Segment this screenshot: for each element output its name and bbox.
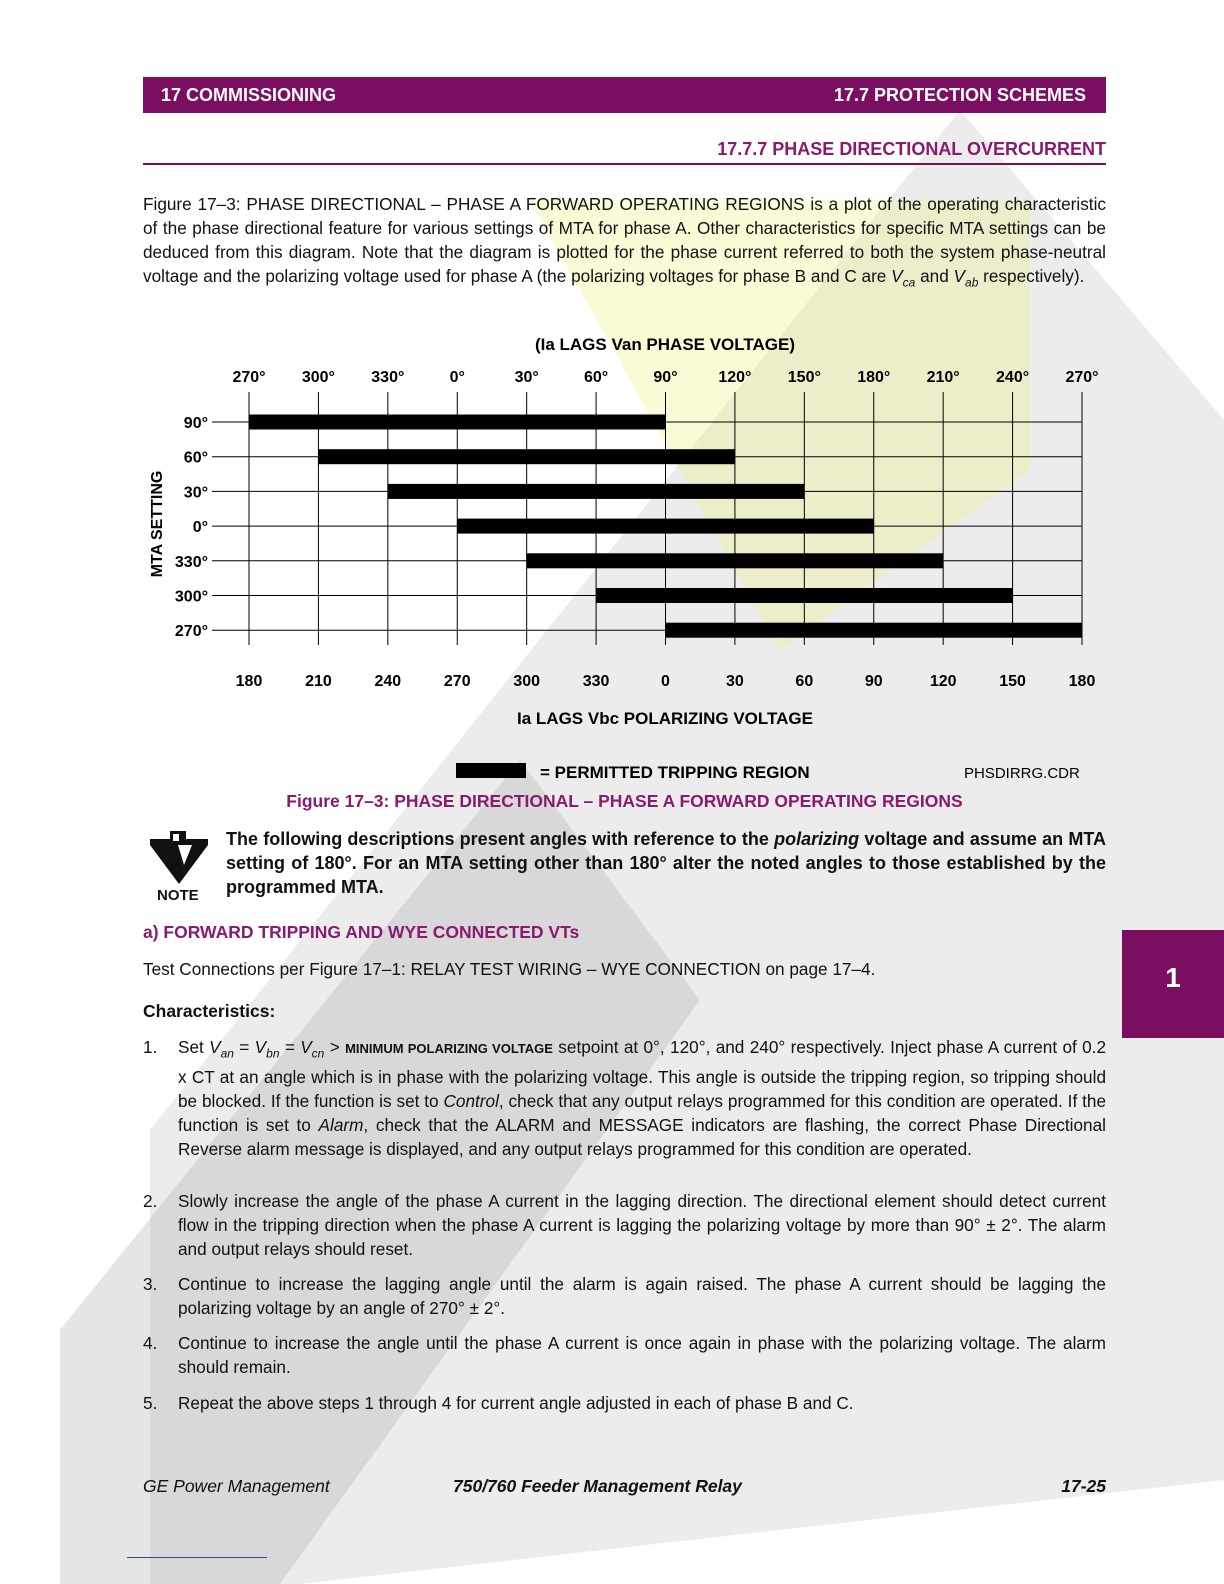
section-divider: [143, 163, 1106, 165]
step-4: [143, 1331, 1106, 1379]
tripping-region-bar-mta-90: [249, 415, 666, 430]
footer-product: 750/760 Feeder Management Relay: [453, 1476, 742, 1496]
x-axis-label: Ia LAGS Vbc POLARIZING VOLTAGE: [517, 709, 813, 728]
bottom-tick-label: 180: [235, 673, 263, 690]
bottom-tick-label: 210: [305, 673, 332, 690]
tripping-region-bar-mta-330: [527, 553, 944, 568]
bottom-tick-label: 30: [726, 673, 744, 690]
intro-and: and: [915, 266, 954, 286]
step-number: 1.: [143, 1037, 158, 1057]
bottom-tick-label: 180: [1068, 673, 1096, 690]
top-tick-label: 120°: [718, 369, 752, 386]
top-tick-label: 30°: [514, 369, 539, 386]
bottom-tick-label: 90: [864, 673, 883, 690]
tripping-region-bar-mta-60: [318, 449, 735, 464]
side-tab-label: 1: [1165, 962, 1181, 993]
chapter-side-tab[interactable]: [1122, 930, 1224, 1038]
mta-row-label: 270°: [174, 623, 208, 641]
top-tick-label: 270°: [1065, 369, 1099, 386]
step-1: [143, 1035, 1106, 1161]
top-tick-label: 270°: [232, 369, 266, 386]
tripping-region-bar-mta-0: [457, 519, 874, 534]
tripping-region-bar-mta-30: [388, 484, 805, 499]
intro-end: respectively).: [978, 266, 1085, 286]
mta-row-label: 0°: [192, 519, 208, 537]
mta-row-label: 330°: [174, 553, 208, 571]
mta-row-label: 90°: [183, 415, 208, 432]
mta-row-label: 60°: [183, 449, 208, 467]
y-axis-label: MTA SETTING: [149, 470, 166, 578]
step-number: 3.: [143, 1274, 158, 1294]
bottom-tick-label: 0: [661, 673, 670, 690]
top-tick-label: 60°: [583, 369, 609, 386]
setpoint-name: MINIMUM POLARIZING VOLTAGE: [345, 1041, 553, 1056]
mta-row-label: 300°: [174, 588, 208, 606]
bottom-tick-label: 150: [999, 673, 1026, 690]
intro-text: Figure 17–3: PHASE DIRECTIONAL – PHASE A FORWARD OPERATING REGIONS is a plot of the operating characteristic of the phase directional feature for various settings of MTA for phase A. Other characteristics for specific MTA settings can be deduced from this diagram. Note that the diagram is plotted for the phase current referred to both the system phase-neutral voltage and the polarizing voltage used for phase A (the polarizing voltages for phase B and C are: [143, 194, 1106, 286]
bottom-tick-label: 60: [795, 673, 814, 690]
footer-page-number: 17-25: [1061, 1476, 1106, 1496]
top-tick-label: 150°: [787, 369, 821, 386]
bottom-rule: [127, 1557, 267, 1558]
section-group-title: 17.7 PROTECTION SCHEMES: [833, 85, 1086, 105]
note-text: The following descriptions present angles with reference to the polarizing voltage and assume an MTA setting of 180°. For an MTA setting other than 180° alter the noted angles to those established by the programmed MTA.: [226, 829, 1106, 897]
characteristics-label: Characteristics:: [143, 1001, 276, 1021]
subheading: a) FORWARD TRIPPING AND WYE CONNECTED VTs: [143, 922, 580, 942]
legend-label: = PERMITTED TRIPPING REGION: [540, 763, 810, 782]
test-connections: Test Connections per Figure 17–1: RELAY TEST WIRING – WYE CONNECTION on page 17–4.: [143, 959, 876, 979]
intro-paragraph: [143, 192, 1106, 294]
chapter-title: 17 COMMISSIONING: [161, 85, 337, 105]
top-tick-label: 90°: [653, 369, 678, 386]
figure-caption: Figure 17–3: PHASE DIRECTIONAL – PHASE A FORWARD OPERATING REGIONS: [286, 791, 963, 811]
v-ca-symbol: $V_{ca}$: [891, 266, 916, 290]
step-number: 2.: [143, 1191, 158, 1211]
bottom-tick-label: 330: [582, 673, 610, 690]
bottom-tick-label: 240: [374, 673, 402, 690]
bottom-tick-label: 120: [929, 673, 957, 690]
top-tick-label: 240°: [996, 369, 1030, 386]
bottom-tick-label: 300: [513, 673, 541, 690]
step-text: Continue to increase the lagging angle until the alarm is again raised. The phase A current should be lagging the polarizing voltage by an angle of 270° ± 2°.: [178, 1274, 1106, 1318]
step-3: [143, 1272, 1106, 1320]
step-number: 5.: [143, 1393, 158, 1413]
footer-company: GE Power Management: [143, 1476, 330, 1496]
step-5: [143, 1391, 1106, 1415]
bottom-tick-label: 270: [443, 673, 471, 690]
top-tick-label: 330°: [371, 369, 405, 386]
chart-title: (Ia LAGS Van PHASE VOLTAGE): [534, 335, 796, 354]
top-tick-label: 210°: [926, 369, 960, 386]
step-text: Repeat the above steps 1 through 4 for current angle adjusted in each of phase B and C.: [178, 1393, 854, 1413]
step-2: [143, 1189, 1106, 1261]
v-ab-symbol: $V_{ab}$: [953, 266, 979, 290]
section-title: 17.7.7 PHASE DIRECTIONAL OVERCURRENT: [717, 139, 1106, 159]
step-text: Set $V_{an} = V_{bn} = V_{cn}$ > MINIMUM POLARIZING VOLTAGE setpoint at 0°, 120°, and 240° respectively. Inject phase A current of 0.2 x CT at an angle which is in phase with the polarizing voltage. This angle is outside the tripping region, so tripping should be blocked. If the function is set to Control, check that any output relays programmed for this condition are operated. If the function is set to Alarm, check that the ALARM and MESSAGE indicators are flashing, the correct Phase Directional Reverse alarm message is displayed, and any output relays programmed for this condition are operated.: [178, 1037, 1107, 1160]
step-text: Continue to increase the angle until the phase A current is once again in phase with the polarizing voltage. The alarm should remain.: [178, 1333, 1106, 1377]
file-label: PHSDIRRG.CDR: [964, 765, 1080, 782]
top-tick-label: 180°: [857, 369, 891, 386]
step-text: Slowly increase the angle of the phase A current in the lagging direction. The directional element should detect current flow in the tripping direction when the phase A current is lagging the polarizing voltage by more than 90° ± 2°. The alarm and output relays should reset.: [178, 1191, 1106, 1259]
mta-row-label: 30°: [183, 484, 208, 502]
top-tick-label: 300°: [301, 369, 335, 386]
top-tick-label: 0°: [449, 369, 465, 386]
legend-swatch: [456, 763, 526, 778]
note-emphasis: polarizing: [774, 829, 860, 849]
tripping-region-bar-mta-270: [666, 623, 1083, 638]
operating-regions-chart: [140, 328, 1110, 790]
page-header-bar: [143, 77, 1106, 113]
tripping-region-bar-mta-300: [596, 588, 1013, 603]
note-label: NOTE: [157, 887, 199, 904]
step-number: 4.: [143, 1333, 158, 1353]
